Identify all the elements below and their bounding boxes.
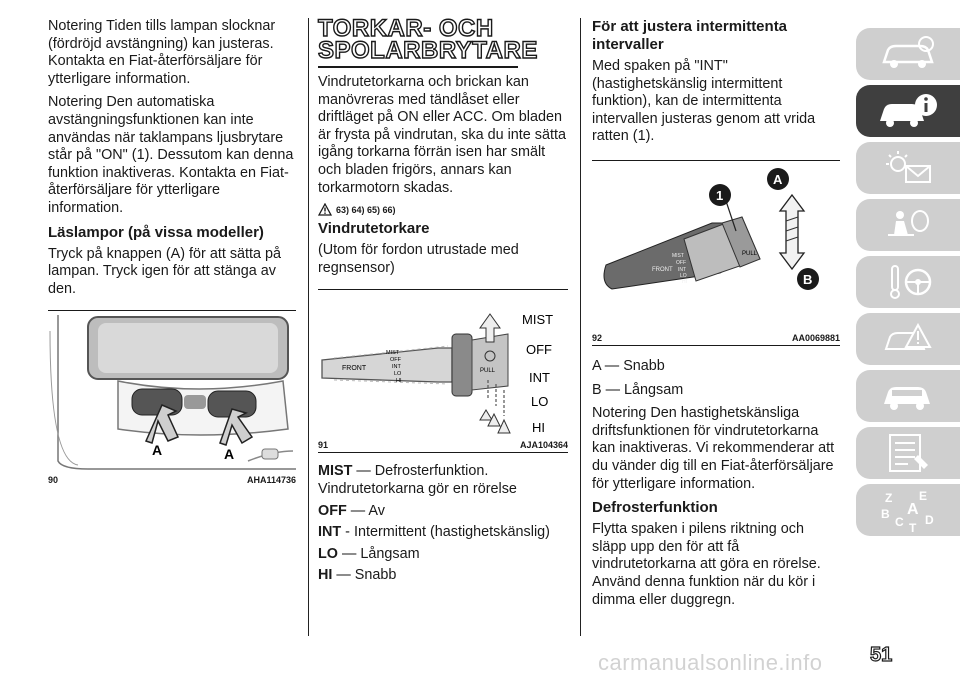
tab-warning-lights[interactable] bbox=[856, 142, 960, 194]
note-auto-off: Notering Den automatiska avstängningsfunktionen kan inte användas när taklampans ljusbrytare står på "ON" (1). Dessutom kan denna funktion inaktiveras. Kontakta en Fiat-återförsäljare för ytterligare information. bbox=[48, 94, 294, 216]
figure-number: 91 bbox=[318, 440, 329, 451]
section-title bbox=[318, 15, 568, 64]
column-middle bbox=[318, 15, 568, 589]
legend-mist: MIST — Defrosterfunktion. Vindrutetorkarna gör en rörelse bbox=[318, 463, 517, 497]
figure-number: 90 bbox=[48, 475, 59, 486]
column-divider-2 bbox=[580, 18, 581, 636]
section-title-line2: SPOLARBRYTARE bbox=[318, 37, 538, 64]
wiper-mode-legend bbox=[318, 463, 568, 585]
warning-references bbox=[318, 203, 568, 216]
legend-off: OFF — Av bbox=[318, 502, 385, 519]
stalk-mode-lo: LO bbox=[394, 371, 402, 378]
index-letter-d: D bbox=[925, 513, 934, 527]
stalk-mode-hi: HI bbox=[682, 278, 687, 285]
legend-int: INT - Intermittent (hastighetskänslig) bbox=[318, 524, 550, 541]
tab-technical-data[interactable] bbox=[856, 427, 960, 479]
reading-lamps-illustration bbox=[48, 311, 296, 473]
figure-caption bbox=[48, 475, 296, 485]
stalk-pull-label: PULL bbox=[742, 250, 758, 257]
index-letter-a: A bbox=[907, 501, 919, 518]
tab-index[interactable] bbox=[856, 484, 960, 536]
car-info-icon bbox=[876, 91, 940, 131]
wiper-subheading: Vindrutetorkare bbox=[318, 220, 430, 238]
stalk-mode-hi: HI bbox=[396, 378, 402, 385]
legend-a: A — Snabb bbox=[592, 357, 665, 374]
callout-b-label: B bbox=[803, 271, 813, 287]
mode-label-hi: HI bbox=[532, 420, 545, 436]
figure-code: AA0069881 bbox=[791, 332, 840, 343]
tab-starting-driving[interactable] bbox=[856, 256, 960, 308]
chapter-tabs bbox=[856, 28, 960, 541]
legend-lo: LO — Långsam bbox=[318, 545, 420, 562]
interval-intro: Med spaken på "INT" (hastighetskänslig intermittent funktion), kan de intermittenta intervallen justeras genom att vrida ratten (1). bbox=[592, 58, 816, 145]
figure-code: AHA114736 bbox=[246, 475, 296, 486]
mode-label-mist: MIST bbox=[522, 312, 554, 328]
figure-code: AJA104364 bbox=[519, 440, 568, 451]
note-delay: Notering Tiden tills lampan slocknar (fördröjd avstängning) kan justeras. Kontakta en Fiat-återförsäljare för ytterligare information. bbox=[48, 18, 276, 87]
callout-1-label: 1 bbox=[716, 187, 724, 203]
callout-a-label: A bbox=[773, 171, 783, 187]
caption-rule bbox=[592, 345, 840, 346]
car-service-icon bbox=[878, 376, 938, 416]
wiper-stalk-illustration bbox=[318, 290, 568, 438]
tab-emergency[interactable] bbox=[856, 313, 960, 365]
int-arrow-icon bbox=[480, 410, 492, 420]
mode-label-lo: LO bbox=[531, 394, 549, 410]
specifications-list-icon bbox=[878, 431, 938, 475]
stalk-mode-off: OFF bbox=[676, 259, 686, 266]
index-letter-b: B bbox=[881, 507, 890, 521]
legend-hi: HI — Snabb bbox=[318, 567, 397, 584]
warning-refs-text: 63) 64) 65) 66) bbox=[336, 204, 396, 215]
tab-dashboard[interactable] bbox=[856, 28, 960, 80]
stalk-mode-int: INT bbox=[678, 266, 687, 273]
caption-rule bbox=[318, 452, 568, 453]
car-dashboard-icon bbox=[878, 36, 938, 72]
mode-label-off: OFF bbox=[526, 342, 552, 358]
index-letter-e: E bbox=[919, 489, 928, 503]
title-underline bbox=[318, 66, 518, 68]
stalk-mode-off: OFF bbox=[390, 357, 401, 364]
reading-lamps-heading: Läslampor (på vissa modeller) bbox=[48, 223, 264, 241]
legend-b: B — Långsam bbox=[592, 381, 684, 398]
figure-reading-lamps bbox=[48, 311, 296, 473]
defroster-heading: Defrosterfunktion bbox=[592, 499, 718, 517]
column-left bbox=[48, 18, 296, 485]
index-letter-t: T bbox=[909, 521, 917, 534]
figure-wiper-stalk bbox=[318, 290, 568, 438]
watermark: carmanualsonline.info bbox=[598, 650, 823, 675]
warning-light-mail-icon bbox=[878, 148, 938, 188]
figure-caption bbox=[318, 440, 568, 450]
speed-sensitive-note: Notering Den hastighetskänsliga driftsfunktionen för vindrutetorkarna kan inaktiveras. Vi rekommenderar att du vänder dig till en Fiat-återförsäljare för ytterligare information. bbox=[592, 405, 835, 492]
index-letter-z: Z bbox=[885, 491, 893, 505]
interval-dial-illustration bbox=[592, 161, 840, 331]
tab-maintenance[interactable] bbox=[856, 370, 960, 422]
section-title-line1: TORKAR- OCH bbox=[318, 15, 494, 42]
wiper-intro: Vindrutetorkarna och brickan kan manövreras med tändlåset eller driftläget på ON eller ACC. Om bladen är frysta på vindrutan, ska du inte sätta igång torkarna förrän isen har smält och bladen frigörs, annars kan torkarmotorn skadas. bbox=[318, 74, 566, 196]
page-number: 51 bbox=[870, 644, 893, 666]
mode-label-int: INT bbox=[529, 370, 550, 386]
up-down-arrow-icon bbox=[780, 195, 804, 269]
interval-heading: För att justera intermittenta intervaller bbox=[592, 18, 788, 53]
stalk-mode-mist: MIST bbox=[672, 252, 684, 259]
figure-caption bbox=[592, 333, 840, 343]
defroster-body: Flytta spaken i pilens riktning och släpp upp den för att få vindrutetorkarna att göra en rörelse. Använd denna funktion när du kör i dimma eller duggregn. bbox=[592, 521, 821, 608]
stalk-mode-lo: LO bbox=[680, 272, 687, 279]
tab-safety[interactable] bbox=[856, 199, 960, 251]
warning-triangle-icon bbox=[318, 203, 332, 216]
column-right bbox=[592, 18, 840, 615]
stalk-mode-int: INT bbox=[392, 364, 401, 371]
airbag-passenger-icon bbox=[878, 205, 938, 245]
stalk-front-label: FRONT bbox=[652, 266, 673, 273]
figure-interval-dial bbox=[592, 161, 840, 331]
wiper-subtext: (Utom för fordon utrustade med regnsensor) bbox=[318, 242, 519, 276]
emergency-triangle-car-icon bbox=[878, 319, 938, 359]
stalk-pull-label: PULL bbox=[480, 368, 496, 375]
key-steering-wheel-icon bbox=[878, 262, 938, 302]
figure-number: 92 bbox=[592, 332, 603, 343]
reading-lamps-body: Tryck på knappen (A) för att sätta på lampan. Tryck igen för att stänga av den. bbox=[48, 245, 282, 297]
stalk-front-label: FRONT bbox=[342, 365, 367, 373]
label-a-left: A bbox=[152, 442, 163, 459]
stalk-mode-mist: MIST bbox=[386, 350, 400, 357]
tab-car-info[interactable] bbox=[856, 85, 960, 137]
index-letter-c: C bbox=[895, 515, 904, 529]
label-a-right: A bbox=[224, 446, 235, 463]
alphabet-index-icon bbox=[873, 486, 943, 534]
column-divider-1 bbox=[308, 18, 309, 636]
